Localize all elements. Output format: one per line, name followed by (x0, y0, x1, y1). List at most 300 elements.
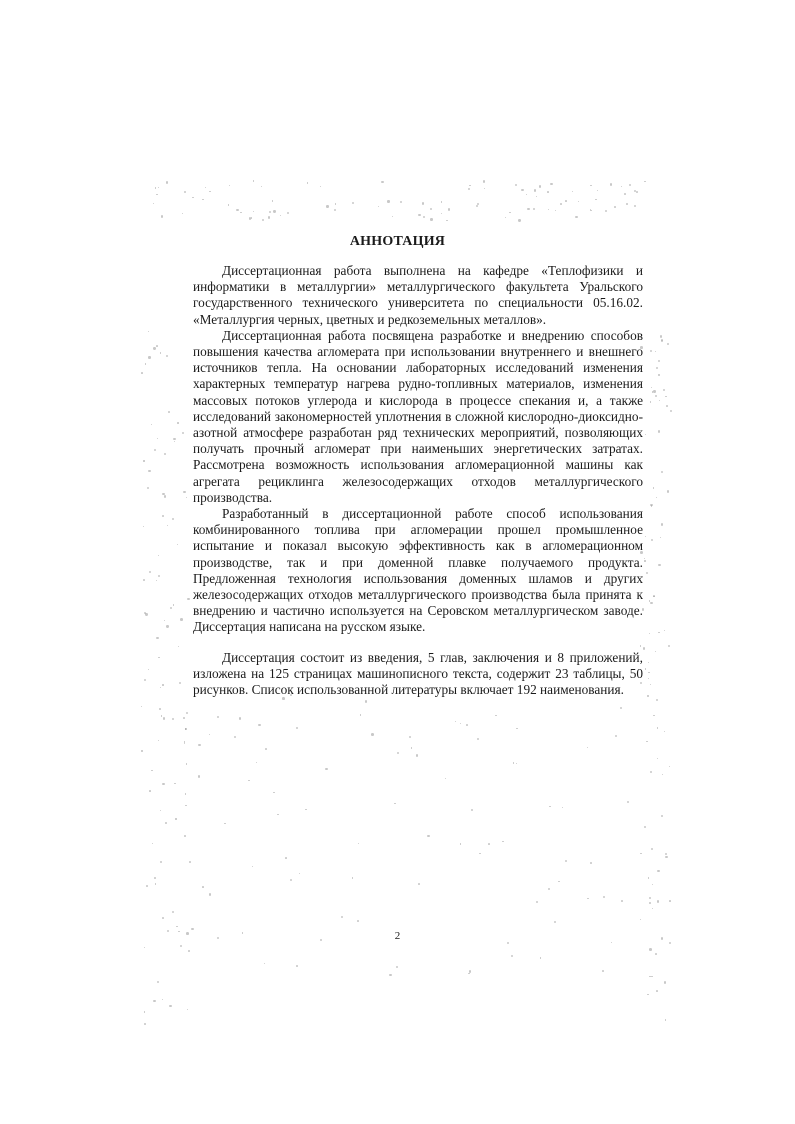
scan-speckle (264, 963, 265, 964)
scan-speckle (655, 351, 656, 352)
scan-speckle (665, 1019, 667, 1021)
scan-speckle (146, 885, 148, 887)
scan-speckle (427, 835, 429, 837)
scan-speckle (646, 741, 648, 743)
scan-speckle (149, 571, 151, 573)
scan-speckle (555, 210, 556, 211)
scan-speckle (430, 218, 432, 220)
scan-speckle (657, 758, 658, 759)
scan-speckle (521, 189, 523, 191)
scan-speckle (554, 921, 556, 923)
scan-speckle (154, 449, 156, 451)
scan-speckle (409, 736, 411, 738)
scan-speckle (285, 857, 287, 859)
scan-speckle (187, 598, 189, 600)
scan-speckle (655, 953, 657, 955)
scan-speckle (469, 970, 471, 972)
scan-speckle (307, 182, 308, 183)
scan-speckle (663, 389, 665, 391)
scan-speckle (177, 544, 178, 545)
scan-speckle (430, 208, 432, 210)
scan-speckle (441, 201, 442, 202)
scan-speckle (180, 618, 183, 621)
scan-speckle (445, 778, 446, 779)
scan-speckle (166, 355, 169, 358)
scan-speckle (649, 902, 651, 904)
scan-speckle (469, 185, 470, 186)
scan-speckle (669, 766, 670, 767)
scan-speckle (155, 187, 157, 189)
scan-speckle (661, 471, 663, 473)
scan-speckle (665, 396, 667, 398)
scan-speckle (558, 881, 559, 882)
scan-speckle (305, 809, 306, 810)
scan-speckle (290, 879, 292, 881)
scan-speckle (273, 210, 275, 212)
scan-speckle (651, 976, 652, 977)
scan-speckle (471, 809, 473, 811)
scan-speckle (572, 191, 573, 192)
scan-speckle (158, 575, 160, 577)
scan-speckle (515, 184, 517, 186)
scan-speckle (650, 401, 651, 402)
scan-speckle (326, 205, 328, 207)
scan-speckle (148, 356, 150, 358)
scan-speckle (209, 893, 211, 895)
scan-speckle (198, 744, 200, 746)
scan-speckle (174, 783, 176, 785)
scan-speckle (657, 870, 659, 872)
scan-speckle (159, 708, 161, 710)
scan-speckle (174, 441, 175, 442)
scan-speckle (644, 181, 646, 183)
scan-speckle (455, 721, 456, 722)
scan-speckle (651, 848, 653, 850)
scan-speckle (394, 803, 395, 804)
scan-speckle (172, 718, 174, 720)
scan-speckle (653, 595, 655, 597)
scan-speckle (184, 191, 186, 193)
scan-speckle (209, 734, 210, 735)
scan-speckle (466, 724, 468, 726)
scan-speckle (141, 372, 143, 374)
scan-speckle (153, 203, 154, 204)
scan-speckle (540, 957, 541, 958)
scan-speckle (669, 942, 671, 944)
scan-speckle (477, 738, 479, 740)
scan-speckle (148, 470, 150, 472)
scan-speckle (173, 604, 175, 606)
scan-speckle (516, 763, 517, 764)
paragraph-2: Диссертационная работа посвящена разработке и внедрению способов повышения качества агломерата при использовании внутреннего и внешнего источников тепла. На основании лабораторных исследований изменения характерных температур нагрева рудно-топливных материалов, изменения массовых потоков углерода и кислорода в процессе спекания и, а также исследований закономерностей уплотнения в сложной кислородно-диоксидно-азотной атмосфере разработан ряд технических мероприятий, позволяющих получать прочный агломерат при наименьших энергетических затратах. Рассмотрена возможность использования агломерационной машины как агрегата рециклинга железосодержащих отходов металлургического производства. (193, 327, 643, 505)
scan-speckle (262, 219, 264, 221)
scan-speckle (184, 835, 186, 837)
scan-speckle (423, 216, 425, 218)
scan-speckle (224, 823, 225, 824)
scan-speckle (158, 740, 159, 741)
scan-speckle (649, 948, 652, 951)
scan-speckle (209, 191, 210, 192)
scan-speckle (179, 682, 181, 684)
scan-speckle (479, 853, 481, 855)
scan-speckle (664, 981, 667, 984)
scan-speckle (657, 727, 659, 729)
scan-speckle (277, 814, 279, 816)
scan-speckle (145, 363, 147, 365)
scan-speckle (652, 908, 653, 909)
document-title: АННОТАЦИЯ (349, 234, 446, 249)
scan-speckle (536, 196, 537, 197)
scan-speckle (614, 206, 616, 208)
scan-speckle (268, 216, 271, 219)
scan-speckle (615, 735, 617, 737)
scan-speckle (645, 536, 646, 537)
scan-speckle (185, 793, 186, 794)
scan-speckle (476, 205, 479, 208)
scan-speckle (175, 818, 176, 819)
scan-speckle (164, 620, 165, 621)
scan-speckle (152, 843, 154, 845)
scan-speckle (163, 717, 165, 719)
scan-speckle (644, 558, 645, 559)
scan-speckle (620, 707, 622, 709)
scan-speckle (143, 460, 144, 461)
scan-speckle (643, 647, 645, 649)
scan-speckle (441, 213, 442, 214)
scan-speckle (160, 352, 161, 353)
scan-speckle (650, 350, 652, 352)
scan-speckle (217, 716, 219, 718)
scan-speckle (153, 1000, 155, 1002)
scan-speckle (156, 637, 159, 640)
scan-speckle (141, 706, 142, 707)
scan-speckle (166, 625, 168, 627)
scan-speckle (299, 873, 300, 874)
scan-speckle (296, 965, 298, 967)
paragraph-4: Диссертация состоит из введения, 5 глав, заключения и 8 приложений, изложена на 125 страницах машинописного текста, содержит 23 таблицы, 50 рисунков. Список использованной литературы включает 192 наименования. (193, 649, 643, 698)
scan-speckle (381, 181, 384, 184)
scan-speckle (590, 210, 592, 212)
scan-speckle (653, 390, 655, 392)
scan-speckle (575, 216, 577, 218)
scan-speckle (669, 900, 671, 902)
scan-speckle (189, 861, 191, 863)
scan-speckle (460, 843, 461, 844)
scan-speckle (176, 926, 177, 927)
scan-speckle (539, 185, 541, 187)
scan-speckle (365, 700, 367, 702)
scan-speckle (169, 1005, 171, 1007)
scan-speckle (400, 201, 402, 203)
scan-speckle (549, 806, 551, 808)
scan-speckle (148, 669, 149, 670)
scan-speckle (161, 215, 163, 217)
scan-speckle (287, 212, 289, 214)
scan-speckle (550, 183, 552, 185)
scan-speckle (610, 183, 612, 185)
scan-speckle (253, 180, 254, 181)
scan-speckle (548, 209, 549, 210)
scan-speckle (660, 335, 662, 337)
scan-speckle (656, 990, 658, 992)
scan-speckle (640, 919, 641, 920)
scan-speckle (621, 186, 622, 187)
scan-speckle (141, 750, 142, 751)
scan-speckle (587, 747, 588, 748)
scan-speckle (180, 945, 182, 947)
scan-speckle (183, 491, 185, 493)
annotation-body (193, 263, 643, 698)
scan-speckle (513, 762, 515, 764)
scan-speckle (145, 613, 147, 615)
scan-speckle (660, 537, 661, 538)
scan-speckle (202, 886, 204, 888)
scan-speckle (389, 974, 392, 977)
scan-speckle (418, 883, 420, 885)
scan-speckle (664, 630, 665, 631)
scan-speckle (397, 752, 399, 754)
scan-speckle (183, 717, 185, 719)
scan-speckle (658, 374, 659, 375)
scan-speckle (484, 188, 485, 189)
scan-speckle (624, 193, 626, 195)
scan-speckle (158, 187, 159, 188)
scan-speckle (143, 526, 145, 528)
scan-speckle (392, 216, 393, 217)
scan-speckle (156, 194, 158, 196)
scan-speckle (157, 981, 159, 983)
scan-speckle (198, 775, 200, 777)
scan-speckle (418, 214, 420, 216)
scan-speckle (320, 186, 321, 187)
scan-speckle (477, 203, 479, 205)
scan-speckle (657, 900, 659, 902)
scan-speckle (172, 911, 175, 914)
scan-speckle (662, 774, 663, 775)
scan-speckle (273, 792, 274, 793)
scan-speckle (160, 687, 161, 688)
scan-speckle (502, 841, 503, 842)
scan-speckle (603, 896, 605, 898)
scan-speckle (587, 898, 589, 900)
scan-speckle (527, 208, 529, 210)
scan-speckle (160, 861, 162, 863)
scan-speckle (239, 717, 242, 720)
scan-speckle (165, 822, 167, 824)
scan-speckle (358, 843, 359, 844)
scan-speckle (509, 212, 511, 214)
scan-speckle (649, 976, 650, 977)
scan-speckle (650, 771, 652, 773)
scan-speckle (155, 883, 156, 884)
scan-speckle (602, 970, 604, 972)
scan-speckle (186, 497, 187, 498)
scan-speckle (670, 410, 672, 412)
scan-speckle (143, 579, 145, 581)
scan-speckle (422, 202, 424, 204)
scan-speckle (272, 200, 273, 201)
scan-speckle (192, 197, 194, 199)
scan-speckle (205, 187, 206, 188)
scan-speckle (256, 762, 257, 763)
scan-speckle (148, 331, 149, 332)
scan-speckle (516, 728, 517, 729)
scan-speckle (202, 199, 204, 201)
scan-speckle (640, 853, 641, 854)
scan-speckle (387, 200, 389, 202)
scan-speckle (416, 754, 418, 756)
scan-speckle (533, 208, 535, 210)
scan-speckle (645, 668, 647, 670)
scan-speckle (170, 607, 172, 609)
scan-speckle (335, 203, 337, 205)
scan-speckle (149, 790, 151, 792)
scan-speckle (658, 360, 660, 362)
scan-speckle (653, 715, 655, 717)
scan-speckle (590, 185, 591, 186)
scan-speckle (186, 712, 188, 714)
scan-speckle (228, 204, 230, 206)
scan-speckle (661, 340, 663, 342)
scan-speckle (378, 206, 379, 207)
scan-speckle (661, 815, 663, 817)
scan-speckle (590, 862, 592, 864)
scan-speckle (187, 1009, 188, 1010)
scan-speckle (644, 826, 646, 828)
scan-speckle (483, 180, 485, 182)
scan-speckle (526, 194, 527, 195)
scan-speckle (649, 633, 650, 634)
scan-speckle (164, 453, 166, 455)
scan-speckle (269, 211, 271, 213)
scan-speckle (296, 727, 298, 729)
scan-speckle (280, 215, 281, 216)
scan-speckle (665, 853, 667, 855)
scan-speckle (160, 810, 161, 811)
scan-speckle (265, 748, 267, 750)
scan-speckle (547, 191, 549, 193)
scan-speckle (645, 434, 646, 435)
scan-speckle (658, 632, 659, 633)
scan-speckle (156, 580, 157, 581)
scan-speckle (665, 856, 668, 859)
scan-speckle (154, 877, 156, 879)
scan-speckle (334, 209, 337, 212)
scan-speckle (360, 714, 361, 715)
scan-speckle (162, 999, 163, 1000)
scan-speckle (629, 184, 631, 186)
scan-speckle (565, 200, 567, 202)
scan-speckle (667, 343, 669, 345)
scan-speckle (647, 994, 648, 995)
scan-speckle (147, 487, 149, 489)
page-number: 2 (394, 930, 401, 942)
scan-speckle (158, 657, 159, 658)
scan-speckle (488, 843, 490, 845)
scan-speckle (626, 203, 628, 205)
scan-speckle (656, 367, 658, 369)
scan-speckle (653, 487, 655, 489)
scan-speckle (605, 210, 607, 212)
scan-speckle (341, 916, 343, 918)
scan-speckle (656, 497, 657, 498)
scan-speckle (168, 411, 170, 413)
scan-speckle (565, 860, 567, 862)
scan-speckle (648, 877, 650, 879)
scan-speckle (144, 1011, 146, 1013)
scan-speckle (668, 645, 670, 647)
scan-speckle (634, 205, 636, 207)
scan-speckle (184, 741, 186, 743)
scan-speckle (252, 866, 253, 867)
scan-speckle (650, 684, 651, 685)
scan-speckle (666, 405, 668, 407)
scan-speckle (172, 518, 174, 520)
scan-speckle (627, 801, 629, 803)
scan-speckle (258, 724, 260, 726)
paragraph-1: Диссертационная работа выполнена на кафедре «Теплофизики и информатики в металлургии» металлургического факультета Уральского государственного технического университета по специальности 05.16.02. «Металлургия черных, цветных и редкоземельных металлов». (193, 263, 643, 327)
scan-speckle (651, 539, 653, 541)
scan-speckle (158, 555, 159, 556)
scan-speckle (186, 763, 187, 764)
scan-speckle (411, 747, 413, 749)
scan-speckle (468, 973, 469, 974)
scan-speckle (658, 430, 661, 433)
scan-speckle (511, 955, 513, 957)
scan-speckle (518, 219, 520, 221)
scan-speckle (578, 201, 579, 202)
scan-speckle (396, 966, 398, 968)
scan-speckle (460, 723, 461, 724)
scan-speckle (240, 212, 241, 213)
scan-speckle (651, 387, 652, 388)
scan-speckle (182, 213, 183, 214)
paragraph-3: Разработанный в диссертационной работе способ использования комбинированного топлива при агломерации прошел промышленное испытание и показал высокую эффективность как в агломерационном производстве, так и при доменной плавке получаемого продукта. Предложенная технология использования доменных шламов и других железосодержащих отходов металлургического производства была принята к внедрению и частично используется на Серовском металлургическом заводе. Диссертация написана на русском языке. (193, 506, 643, 635)
scan-speckle (649, 897, 651, 899)
scan-speckle (658, 564, 661, 567)
scan-speckle (648, 662, 649, 663)
scan-speckle (656, 699, 658, 701)
scan-speckle (234, 736, 236, 738)
scan-speckle (371, 733, 374, 736)
scan-speckle (664, 731, 665, 732)
scan-speckle (448, 208, 450, 210)
scan-speckle (162, 917, 164, 919)
scan-speckle (162, 684, 163, 685)
scan-speckle (185, 728, 186, 729)
scan-speckle (647, 695, 648, 696)
scan-speckle (655, 651, 656, 652)
scan-speckle (164, 495, 166, 497)
scan-speckle (162, 783, 164, 785)
scan-speckle (562, 807, 564, 809)
scan-speckle (357, 920, 359, 922)
scan-speckle (151, 424, 152, 425)
scan-speckle (182, 432, 184, 434)
scan-speckle (177, 422, 178, 423)
scan-speckle (185, 805, 187, 807)
scan-speckle (667, 490, 670, 493)
scan-speckle (144, 679, 146, 681)
scan-speckle (651, 505, 652, 506)
scan-speckle (153, 347, 155, 349)
scan-speckle (595, 199, 597, 201)
scan-speckle (162, 515, 164, 517)
scan-speckle (560, 203, 562, 205)
scan-speckle (261, 186, 262, 187)
scan-speckle (144, 947, 146, 949)
scan-speckle (652, 884, 654, 886)
